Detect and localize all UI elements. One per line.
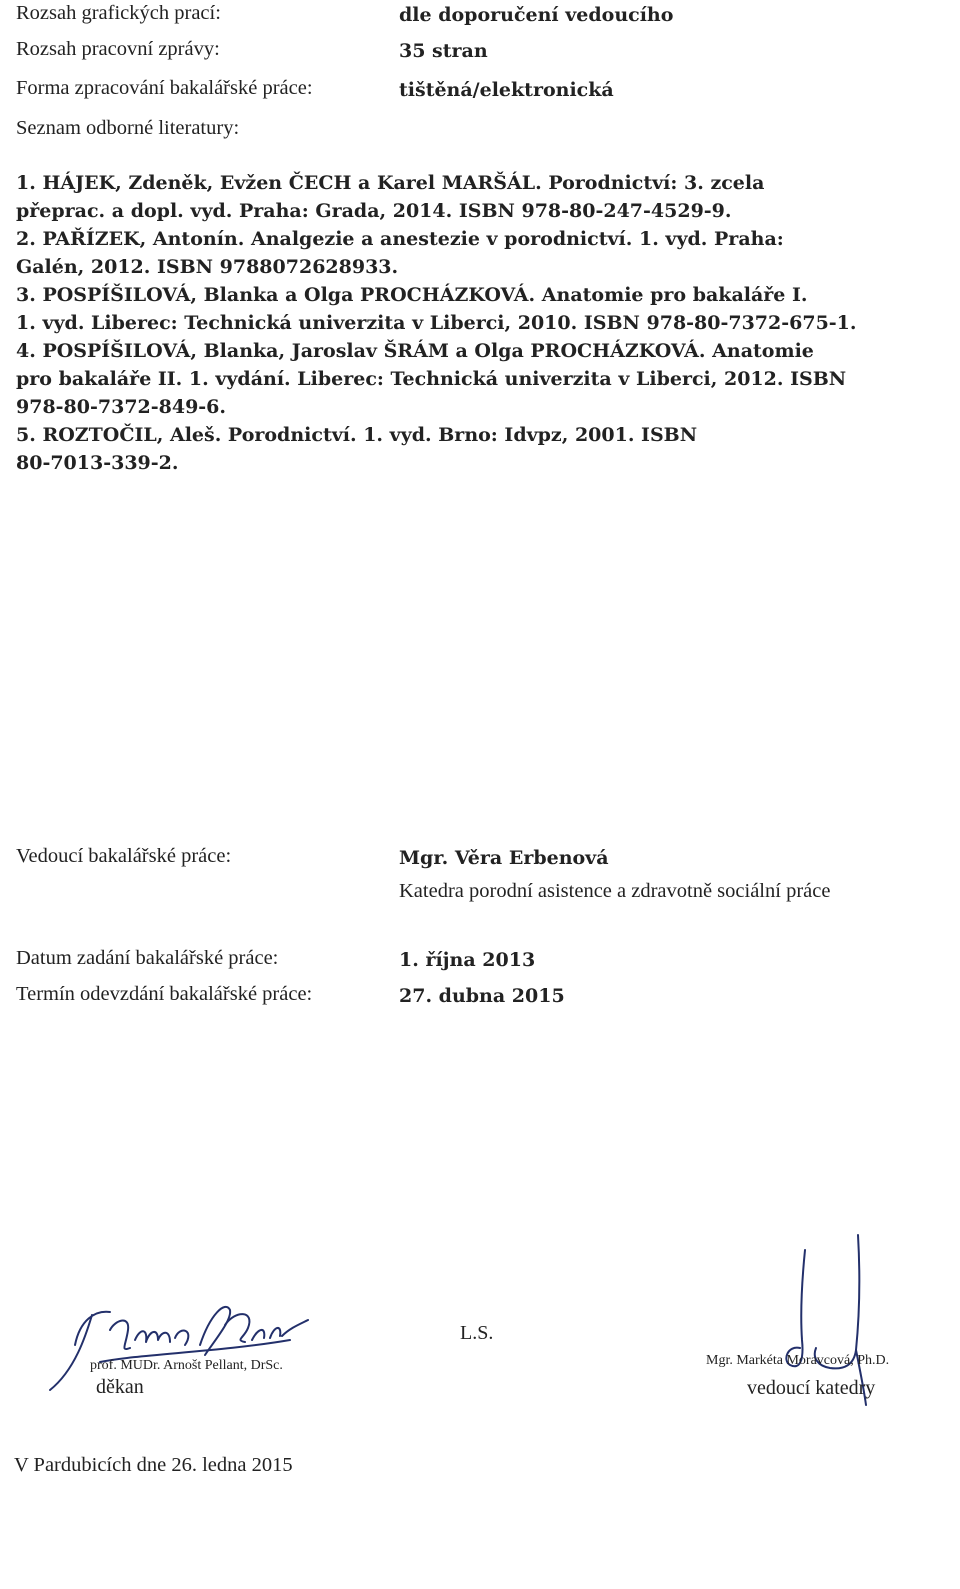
reference-line: pro bakaláře II. 1. vydání. Liberec: Technická univerzita v Liberci, 2012. ISBN <box>16 368 847 390</box>
reference-line: 1. vyd. Liberec: Technická univerzita v Liberci, 2010. ISBN 978-80-7372-675-1. <box>16 312 857 334</box>
range-report-label: Rozsah pracovní zprávy: <box>16 38 220 60</box>
dean-name: prof. MUDr. Arnošt Pellant, DrSc. <box>90 1358 283 1373</box>
deadline-label: Termín odevzdání bakalářské práce: <box>16 983 313 1005</box>
deadline-value: 27. dubna 2015 <box>399 985 565 1007</box>
reference-line: 5. ROZTOČIL, Aleš. Porodnictví. 1. vyd. Brno: Idvpz, 2001. ISBN <box>16 424 698 446</box>
form-label: Forma zpracování bakalářské práce: <box>16 77 313 99</box>
reference-line: 1. HÁJEK, Zdeněk, Evžen ČECH a Karel MARŠÁL. Porodnictví: 3. zcela <box>16 172 765 194</box>
assigned-date-value: 1. října 2013 <box>399 949 536 971</box>
place-date: V Pardubicích dne 26. ledna 2015 <box>14 1454 293 1476</box>
supervisor-name: Mgr. Věra Erbenová <box>399 847 609 869</box>
form-value: tištěná/elektronická <box>399 79 614 101</box>
literature-label: Seznam odborné literatury: <box>16 117 240 139</box>
reference-line: 3. POSPÍŠILOVÁ, Blanka a Olga PROCHÁZKOVÁ. Anatomie pro bakaláře I. <box>16 284 808 306</box>
dean-title: děkan <box>96 1376 144 1398</box>
head-title: vedoucí katedry <box>747 1377 876 1399</box>
seal-mark: L.S. <box>460 1322 494 1344</box>
reference-line: 4. POSPÍŠILOVÁ, Blanka, Jaroslav ŠRÁM a Olga PROCHÁZKOVÁ. Anatomie <box>16 340 814 362</box>
range-report-value: 35 stran <box>399 40 488 62</box>
assigned-date-label: Datum zadání bakalářské práce: <box>16 947 279 969</box>
supervisor-label: Vedoucí bakalářské práce: <box>16 845 232 867</box>
reference-line: Galén, 2012. ISBN 9788072628933. <box>16 256 399 278</box>
reference-line: přeprac. a dopl. vyd. Praha: Grada, 2014. ISBN 978-80-247-4529-9. <box>16 200 732 222</box>
reference-list <box>16 169 857 477</box>
head-name: Mgr. Markéta Moravcová, Ph.D. <box>706 1353 890 1368</box>
range-graphics-label: Rozsah grafických prací: <box>16 2 221 24</box>
reference-line: 978-80-7372-849-6. <box>16 396 227 418</box>
range-graphics-value: dle doporučení vedoucího <box>399 4 674 26</box>
dean-signature-icon <box>20 1290 320 1400</box>
reference-line: 80-7013-339-2. <box>16 452 179 474</box>
reference-line: 2. PAŘÍZEK, Antonín. Analgezie a anestezie v porodnictví. 1. vyd. Praha: <box>16 228 784 250</box>
supervisor-department: Katedra porodní asistence a zdravotně sociální práce <box>399 880 831 902</box>
